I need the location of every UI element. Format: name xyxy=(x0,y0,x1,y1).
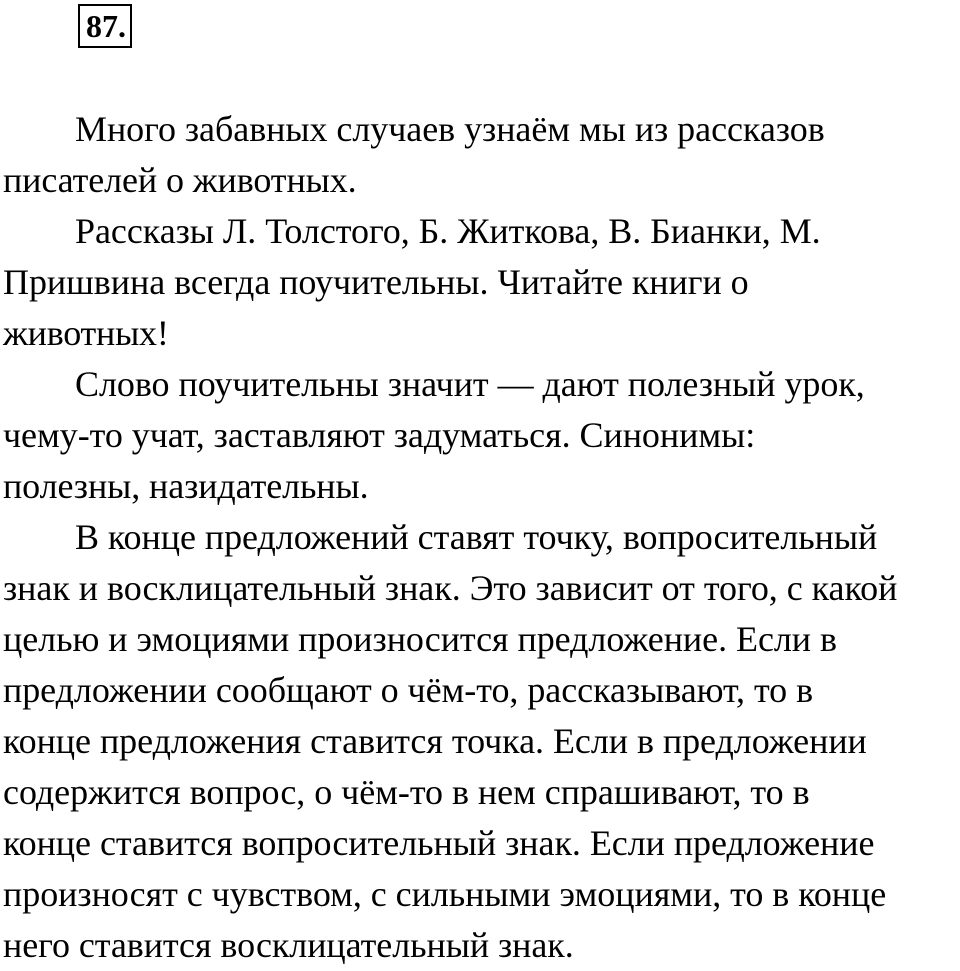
answer-text xyxy=(3,104,960,971)
text-line: произносят с чувством, с сильными эмоциями, то в конце xyxy=(3,874,887,914)
text-line: животных! xyxy=(3,313,169,353)
text-line: В конце предложений ставят точку, вопросительный xyxy=(75,517,878,557)
text-line: Много забавных случаев узнаём мы из рассказов xyxy=(75,109,825,149)
text-line: Пришвина всегда поучительны. Читайте книги о xyxy=(3,262,749,302)
text-line: предложении сообщают о чём-то, рассказывают, то в xyxy=(3,670,814,710)
text-line: Рассказы Л. Толстого, Б. Житкова, В. Бианки, М. xyxy=(75,211,821,251)
text-line: него ставится восклицательный знак. xyxy=(3,925,574,965)
text-line: знак и восклицательный знак. Это зависит от того, с какой xyxy=(3,568,898,608)
text-line: Слово поучительны значит — дают полезный урок, xyxy=(75,364,865,404)
text-line: чему-то учат, заставляют задуматься. Синонимы: xyxy=(3,415,756,455)
text-line: конце предложения ставится точка. Если в предложении xyxy=(3,721,867,761)
text-line: целью и эмоциями произносится предложение. Если в xyxy=(3,619,837,659)
text-line: полезны, назидательны. xyxy=(3,466,369,506)
text-line: содержится вопрос, о чём-то в нем спрашивают, то в xyxy=(3,772,810,812)
exercise-number: 87. xyxy=(78,4,132,48)
text-line: конце ставится вопросительный знак. Если предложение xyxy=(3,823,875,863)
text-line: писателей о животных. xyxy=(3,160,357,200)
